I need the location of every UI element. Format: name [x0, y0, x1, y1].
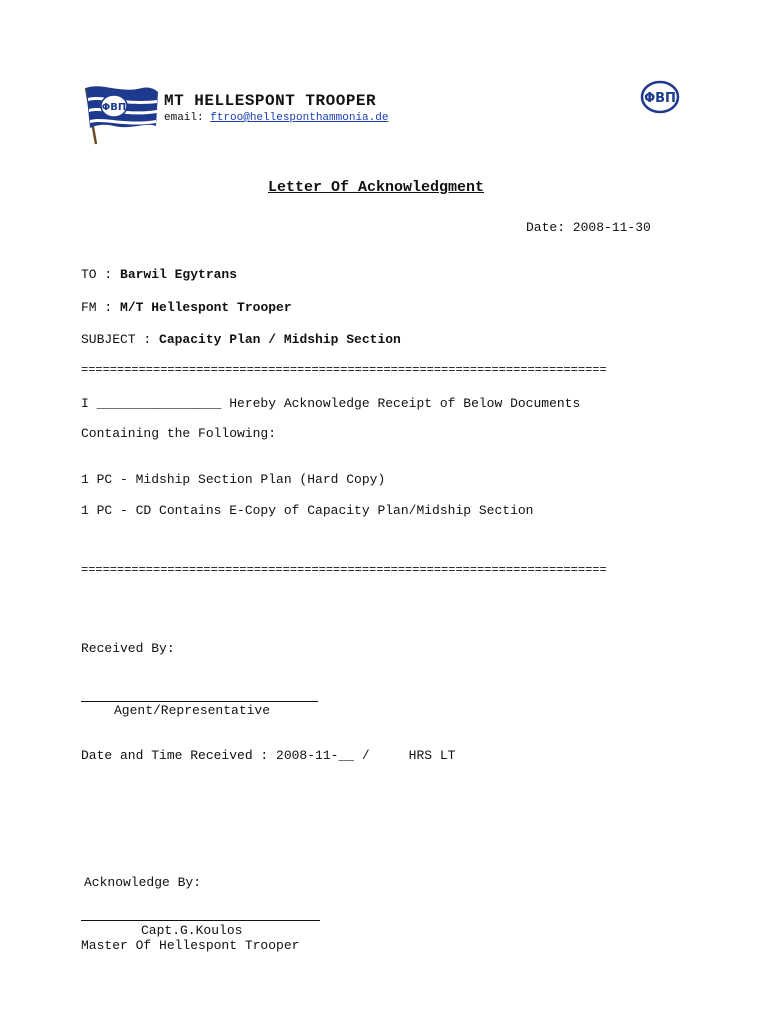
letter-title: Letter Of Acknowledgment [268, 179, 485, 196]
document-item-1: 1 PC - Midship Section Plan (Hard Copy) [81, 472, 386, 487]
date-time-received: Date and Time Received : 2008-11-__ / HRS LT [81, 748, 456, 763]
document-item-2: 1 PC - CD Contains E-Copy of Capacity Plan/Midship Section [81, 503, 534, 518]
separator-top: ========================================================================= [81, 363, 607, 377]
email-label: email: [164, 112, 204, 124]
master-title: Master Of Hellespont Trooper [81, 938, 300, 953]
separator-bottom: ========================================================================= [81, 563, 607, 577]
acknowledge-by-label: Acknowledge By: [84, 875, 202, 890]
fm-line [81, 300, 292, 316]
to-label: TO : [81, 267, 121, 282]
fm-label: FM : [81, 300, 121, 315]
agent-label: Agent/Representative [114, 703, 271, 718]
subject-value: Capacity Plan / Midship Section [159, 332, 401, 347]
subject-line [81, 332, 401, 348]
master-signature-line [81, 920, 320, 921]
company-seal-logo [640, 80, 680, 114]
letter-date: Date: 2008-11-30 [526, 220, 651, 235]
fm-value: M/T Hellespont Trooper [120, 300, 292, 315]
captain-name: Capt.G.Koulos [141, 923, 243, 938]
ship-name: MT HELLESPONT TROOPER [164, 92, 377, 110]
to-line [81, 267, 237, 283]
containing-label: Containing the Following: [81, 426, 277, 441]
to-value: Barwil Egytrans [120, 267, 238, 282]
subject-label: SUBJECT : [81, 332, 160, 347]
acknowledge-statement: I ________________ Hereby Acknowledge Receipt of Below Documents [81, 396, 581, 411]
flag-emblem-text: ΦΒΠ [101, 102, 127, 113]
email-line [164, 112, 388, 125]
received-by-label: Received By: [81, 641, 175, 656]
email-link[interactable]: ftroo@hellesponthammonia.de [210, 112, 389, 124]
agent-signature-line [81, 701, 318, 702]
seal-text: ΦΒΠ [644, 91, 676, 106]
company-flag-logo [80, 82, 160, 146]
